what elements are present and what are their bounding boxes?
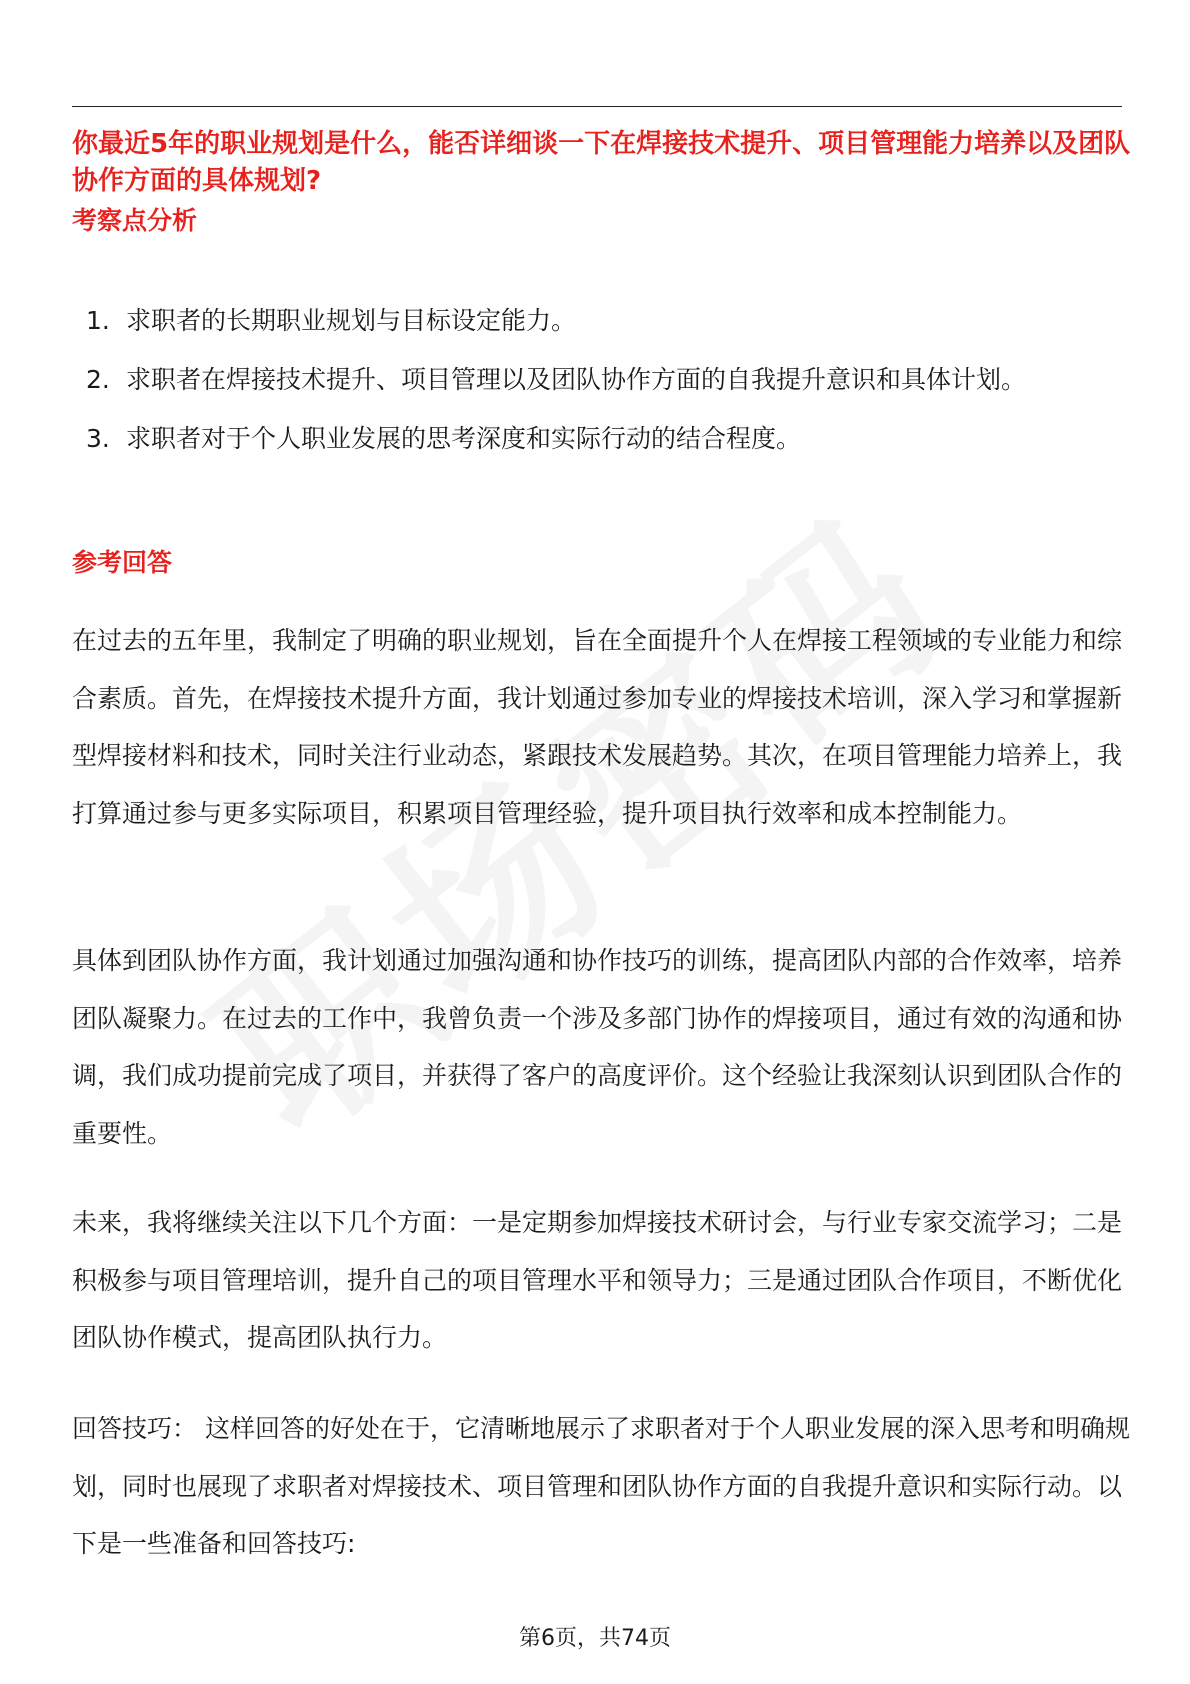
list-item <box>72 351 1132 408</box>
list-item-text: 求职者对于个人职业发展的思考深度和实际行动的结合程度。 <box>126 424 802 453</box>
page-number: 第6页，共74页 <box>519 1626 671 1651</box>
list-item-number: 3. <box>86 424 110 453</box>
list-item-text: 求职者的长期职业规划与目标设定能力。 <box>126 306 577 335</box>
list-item-number: 1. <box>86 306 110 335</box>
answer-paragraph-4: 回答技巧： 这样回答的好处在于，它清晰地展示了求职者对于个人职业发展的深入思考和明确规划，同时也展现了求职者对焊接技术、项目管理和团队协作方面的自我提升意识和实际行动。以下是一些准备和回答技巧: <box>72 1414 1130 1558</box>
header-rule <box>72 106 1122 107</box>
answer-paragraph-2: 具体到团队协作方面，我计划通过加强沟通和协作技巧的训练，提高团队内部的合作效率，培养团队凝聚力。在过去的工作中，我曾负责一个涉及多部门协作的焊接项目，通过有效的沟通和协调，我们成功提前完成了项目，并获得了客户的高度评价。这个经验让我深刻认识到团队合作的重要性。 <box>72 946 1123 1148</box>
list-item-text: 求职者在焊接技术提升、项目管理以及团队协作方面的自我提升意识和具体计划。 <box>126 365 1027 394</box>
answer-paragraph-1: 在过去的五年里，我制定了明确的职业规划，旨在全面提升个人在焊接工程领域的专业能力和综合素质。首先，在焊接技术提升方面，我计划通过参加专业的焊接技术培训，深入学习和掌握新型焊接材料和技术，同时关注行业动态，紧跟技术发展趋势。其次，在项目管理能力培养上，我打算通过参与更多实际项目，积累项目管理经验，提升项目执行效率和成本控制能力。 <box>72 626 1123 828</box>
list-item <box>72 410 1132 467</box>
question-heading: 你最近5年的职业规划是什么，能否详细谈一下在焊接技术提升、项目管理能力培养以及团队协作方面的具体规划? <box>72 129 1131 196</box>
answer-title: 参考回答 <box>72 548 173 577</box>
list-item <box>72 292 1132 349</box>
analysis-title: 考察点分析 <box>72 206 198 235</box>
answer-paragraph-3: 未来，我将继续关注以下几个方面：一是定期参加焊接技术研讨会，与行业专家交流学习；二是积极参与项目管理培训，提升自己的项目管理水平和领导力；三是通过团队合作项目，不断优化团队协作模式，提高团队执行力。 <box>72 1208 1123 1352</box>
analysis-list <box>72 292 1132 467</box>
list-item-number: 2. <box>86 365 110 394</box>
